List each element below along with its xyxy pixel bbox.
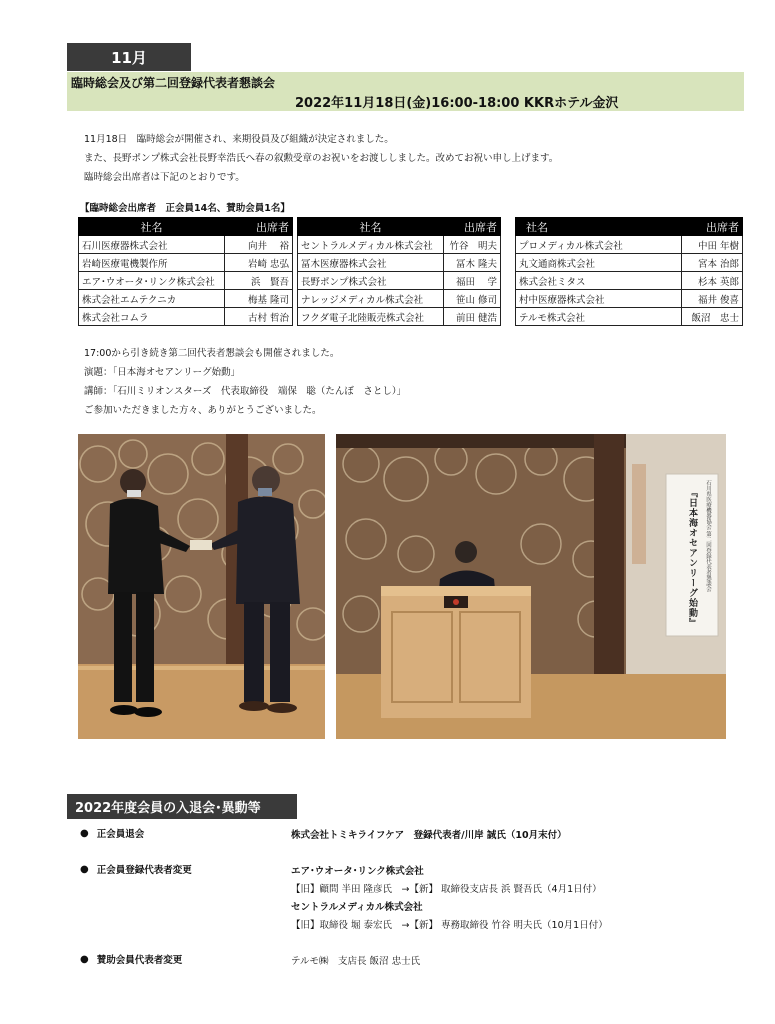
attendee-cell: 前田 健浩 (444, 308, 501, 326)
intro-line: 11月18日 臨時総会が開催され、来期役員及び組織が決定されました。 (84, 134, 394, 145)
change-item-line: 【旧】取締役 堀 泰宏氏 →【新】 専務取締役 竹谷 明夫氏（10月1日付） (291, 920, 608, 931)
column-header-attendee: 出席者 (225, 218, 293, 236)
attendee-cell: 浜 賢吾 (225, 272, 293, 290)
change-item-line: 【旧】顧問 半田 隆彦氏 →【新】 取締役支店長 浜 賢吾氏（4月1日付） (291, 884, 602, 895)
column-header-attendee: 出席者 (444, 218, 501, 236)
banner-side-text: 石川県医療機器協会 第二回登録代表者懇談会 (705, 480, 711, 592)
table-row (516, 290, 743, 308)
change-item-line: エア･ウオータ･リンク株式会社 (291, 866, 424, 877)
company-cell: 冨木医療器株式会社 (298, 254, 444, 272)
column-header-company: 社名 (79, 218, 225, 236)
photo-award-handover (78, 434, 325, 739)
membership-changes-heading (67, 794, 297, 819)
event-header-band (67, 72, 744, 111)
company-cell: プロメディカル株式会社 (516, 236, 682, 254)
column-header-company: 社名 (298, 218, 444, 236)
change-item-line: セントラルメディカル株式会社 (291, 902, 423, 913)
change-item-label-text: 賛助会員代表者変更 (96, 955, 183, 966)
attendee-cell: 杉本 英郎 (682, 272, 743, 290)
attendee-cell: 宮本 治郎 (682, 254, 743, 272)
table-row (516, 308, 743, 326)
attendance-table-1 (78, 217, 293, 326)
company-cell: 石川医療器株式会社 (79, 236, 225, 254)
followup-line: 17:00から引き続き第二回代表者懇談会も開催されました。 (84, 348, 340, 359)
intro-line: また、長野ポンプ株式会社長野幸浩氏へ春の叙勲受章のお祝いをお渡ししました。改めてお祝い申し上げます。 (84, 153, 559, 164)
change-item-label (80, 952, 182, 966)
company-cell: 株式会社エムテクニカ (79, 290, 225, 308)
event-datetime-venue: 2022年11月18日(金)16:00-18:00 KKRホテル金沢 (295, 96, 619, 111)
company-cell: フクダ電子北陸販売株式会社 (298, 308, 444, 326)
attendee-cell: 冨木 隆夫 (444, 254, 501, 272)
month-tab (67, 43, 191, 71)
attendee-cell: 岩崎 忠弘 (225, 254, 293, 272)
company-cell: 株式会社ミタス (516, 272, 682, 290)
table-row (298, 272, 501, 290)
attendee-cell: 梅基 隆司 (225, 290, 293, 308)
company-cell: セントラルメディカル株式会社 (298, 236, 444, 254)
table-row (79, 236, 293, 254)
attendance-table-3 (515, 217, 743, 326)
table-row (298, 308, 501, 326)
table-row (516, 236, 743, 254)
column-header-attendee: 出席者 (682, 218, 743, 236)
bullet-icon: ● (80, 827, 89, 839)
column-header-company: 社名 (516, 218, 682, 236)
table-row (79, 254, 293, 272)
table-row (298, 290, 501, 308)
attendee-cell: 中田 年樹 (682, 236, 743, 254)
company-cell: エア･ウオータ･リンク株式会社 (79, 272, 225, 290)
attendee-cell: 笹山 修司 (444, 290, 501, 308)
table-row (298, 254, 501, 272)
bullet-icon: ● (80, 863, 89, 875)
photo-lecture-podium (336, 434, 726, 739)
attendee-cell: 向井 裕 (225, 236, 293, 254)
intro-line: 臨時総会出席者は下記のとおりです。 (84, 172, 245, 183)
followup-line: 講師：「石川ミリオンスターズ 代表取締役 端保 聡（たんぼ さとし）」 (84, 386, 407, 397)
attendee-cell: 福田 学 (444, 272, 501, 290)
change-item-label-text: 正会員登録代表者変更 (96, 865, 192, 876)
attendee-cell: 飯沼 忠士 (682, 308, 743, 326)
membership-changes-title: 2022年度会員の入退会･異動等 (75, 801, 261, 816)
company-cell: 丸文通商株式会社 (516, 254, 682, 272)
table-row (298, 236, 501, 254)
table-row (79, 290, 293, 308)
company-cell: ナレッジメディカル株式会社 (298, 290, 444, 308)
company-cell: 長野ポンプ株式会社 (298, 272, 444, 290)
bullet-icon: ● (80, 953, 89, 965)
change-item-line: 株式会社トミキライフケア 登録代表者/川岸 誠氏（10月末付） (291, 830, 567, 841)
attendance-table-2 (297, 217, 501, 326)
followup-line: 演題：「日本海オセアンリーグ始動」 (84, 367, 241, 378)
attendee-cell: 竹谷 明夫 (444, 236, 501, 254)
company-cell: 岩崎医療電機製作所 (79, 254, 225, 272)
company-cell: 村中医療器株式会社 (516, 290, 682, 308)
table-row (516, 272, 743, 290)
followup-text (84, 344, 406, 420)
table-row (516, 254, 743, 272)
event-title: 臨時総会及び第二回登録代表者懇談会 (71, 76, 276, 90)
company-cell: テルモ株式会社 (516, 308, 682, 326)
table-row (79, 272, 293, 290)
change-item-line: テルモ㈱ 支店長 飯沼 忠士氏 (291, 956, 421, 967)
attendee-cell: 古村 哲治 (225, 308, 293, 326)
attendance-heading: 【臨時総会出席者 正会員14名、賛助会員1名】 (80, 203, 290, 214)
banner-main-text: 『日本海オセアンリーグ始動』 (687, 488, 697, 628)
month-label: 11月 (111, 48, 147, 67)
change-item-label-text: 正会員退会 (96, 829, 145, 840)
intro-text (84, 130, 558, 187)
table-row (79, 308, 293, 326)
attendee-cell: 福井 俊喜 (682, 290, 743, 308)
change-item-label (80, 826, 144, 840)
company-cell: 株式会社コムラ (79, 308, 225, 326)
change-item-label (80, 862, 192, 876)
followup-line: ご参加いただきました方々、ありがとうございました。 (84, 405, 322, 416)
